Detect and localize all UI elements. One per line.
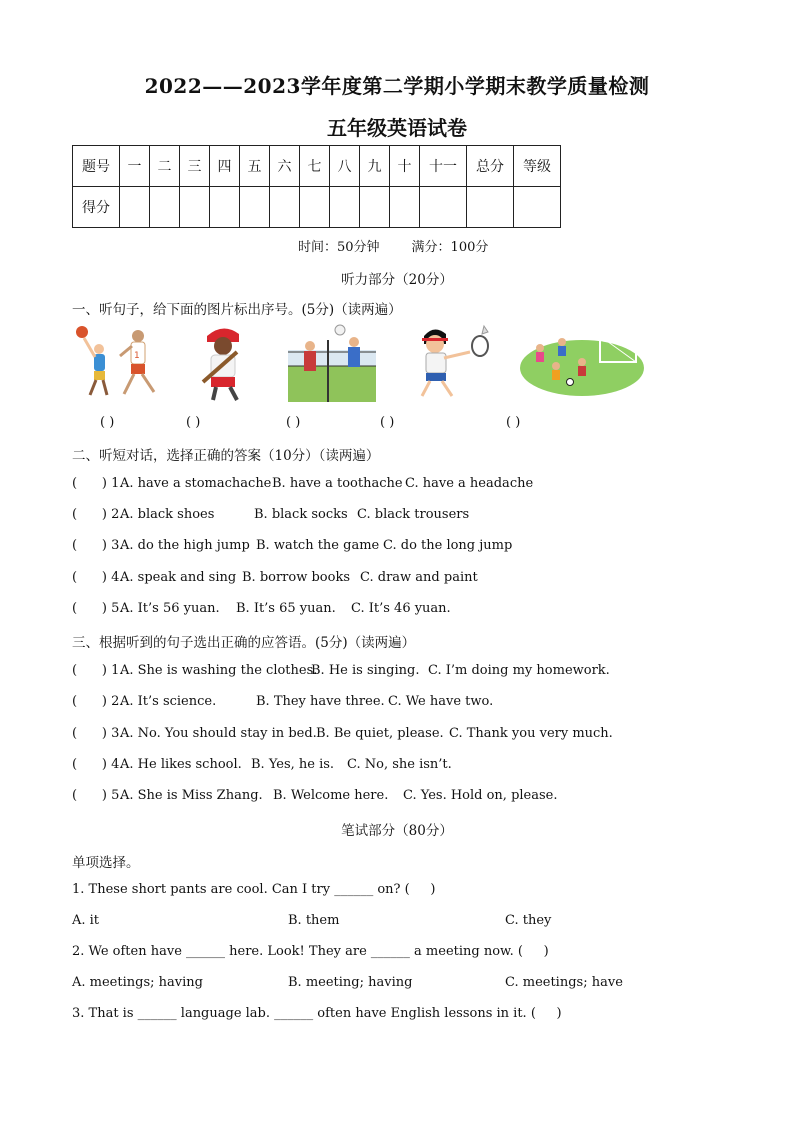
option-c: C. Yes. Hold on, please. bbox=[403, 788, 558, 803]
option-c: C. have a headache bbox=[405, 476, 534, 491]
score-cell: 五 bbox=[240, 146, 270, 187]
badminton-player-image bbox=[412, 322, 494, 402]
picture-answer-blank[interactable]: ( ) bbox=[506, 415, 521, 430]
picture-answer-blank[interactable]: ( ) bbox=[380, 415, 395, 430]
score-cell: 九 bbox=[360, 146, 390, 187]
question-number[interactable]: ( ) 2. bbox=[72, 507, 124, 522]
score-cell: 三 bbox=[180, 146, 210, 187]
score-cell: 二 bbox=[150, 146, 180, 187]
option-a: A. She is washing the clothes. bbox=[120, 663, 318, 678]
option-a[interactable]: A. meetings; having bbox=[72, 975, 203, 990]
option-b: B. Yes, he is. bbox=[251, 757, 335, 772]
option-b: B. He is singing. bbox=[311, 663, 420, 678]
score-cell: 四 bbox=[210, 146, 240, 187]
option-a: A. do the high jump bbox=[120, 538, 250, 553]
question-number[interactable]: ( ) 5. bbox=[72, 788, 124, 803]
listening-heading: 听力部分（20分） bbox=[341, 272, 453, 288]
part2-title: 二、听短对话，选择正确的答案（10分）（读两遍） bbox=[72, 448, 380, 464]
option-a: A. He likes school. bbox=[120, 757, 242, 772]
picture-answer-blank[interactable]: ( ) bbox=[286, 415, 301, 430]
question-number[interactable]: ( ) 3. bbox=[72, 726, 124, 741]
basketball-players-image bbox=[72, 322, 167, 402]
option-a: A. black shoes bbox=[120, 507, 215, 522]
score-table-score-row bbox=[73, 187, 561, 228]
option-b: B. borrow books bbox=[242, 570, 351, 585]
score-entry-cell[interactable] bbox=[240, 187, 270, 228]
score-cell: 题号 bbox=[73, 146, 120, 187]
score-cell: 七 bbox=[300, 146, 330, 187]
option-a: A. She is Miss Zhang. bbox=[120, 788, 263, 803]
question-stem: 2. We often have ______ here. Look! They are ______ a meeting now. ( ) bbox=[72, 944, 549, 959]
score-cell: 十 bbox=[390, 146, 420, 187]
score-cell: 十一 bbox=[420, 146, 467, 187]
question-number[interactable]: ( ) 1. bbox=[72, 663, 124, 678]
option-b: B. Be quiet, please. bbox=[316, 726, 444, 741]
question-number[interactable]: ( ) 4. bbox=[72, 570, 124, 585]
exam-subtitle: 五年级英语试卷 bbox=[327, 116, 467, 140]
option-b: B. have a toothache bbox=[272, 476, 403, 491]
kids-playing-football-image bbox=[520, 322, 644, 396]
score-entry-cell[interactable] bbox=[514, 187, 561, 228]
option-a: A. have a stomachache bbox=[120, 476, 272, 491]
score-cell: 一 bbox=[120, 146, 150, 187]
softball-batter-image bbox=[193, 322, 255, 404]
option-c: C. We have two. bbox=[388, 694, 494, 709]
question-number[interactable]: ( ) 4. bbox=[72, 757, 124, 772]
option-c[interactable]: C. they bbox=[505, 913, 552, 928]
score-row-label: 得分 bbox=[73, 187, 120, 228]
option-b: B. Welcome here. bbox=[273, 788, 389, 803]
exam-info bbox=[298, 236, 488, 255]
exam-full-score: 满分：100分 bbox=[411, 240, 489, 255]
option-a[interactable]: A. it bbox=[72, 913, 100, 928]
option-c: C. I’m doing my homework. bbox=[428, 663, 610, 678]
score-cell: 总分 bbox=[467, 146, 514, 187]
score-cell: 等级 bbox=[514, 146, 561, 187]
score-entry-cell[interactable] bbox=[390, 187, 420, 228]
score-entry-cell[interactable] bbox=[467, 187, 514, 228]
score-table bbox=[72, 145, 561, 228]
score-entry-cell[interactable] bbox=[330, 187, 360, 228]
option-c[interactable]: C. meetings; have bbox=[505, 975, 623, 990]
part3-title: 三、根据听到的句子选出正确的应答语。(5分)（读两遍） bbox=[72, 635, 416, 651]
question-number[interactable]: ( ) 3. bbox=[72, 538, 124, 553]
picture-answer-blank[interactable]: ( ) bbox=[100, 415, 115, 430]
option-b: B. black socks bbox=[254, 507, 348, 522]
score-entry-cell[interactable] bbox=[270, 187, 300, 228]
option-c: C. Thank you very much. bbox=[449, 726, 613, 741]
option-a: A. It’s 56 yuan. bbox=[120, 601, 220, 616]
option-b[interactable]: B. them bbox=[288, 913, 340, 928]
option-b: B. watch the game bbox=[256, 538, 380, 553]
score-entry-cell[interactable] bbox=[150, 187, 180, 228]
option-b: B. It’s 65 yuan. bbox=[236, 601, 336, 616]
writing-heading: 笔试部分（80分） bbox=[341, 823, 453, 839]
option-b[interactable]: B. meeting; having bbox=[288, 975, 413, 990]
svg-text:1: 1 bbox=[134, 351, 140, 361]
question-stem: 1. These short pants are cool. Can I try ______ on? ( ) bbox=[72, 882, 436, 897]
option-c: C. It’s 46 yuan. bbox=[351, 601, 451, 616]
question-number[interactable]: ( ) 1. bbox=[72, 476, 124, 491]
single-choice-title: 单项选择。 bbox=[72, 855, 140, 871]
option-c: C. No, she isn’t. bbox=[347, 757, 452, 772]
question-number[interactable]: ( ) 5. bbox=[72, 601, 124, 616]
score-entry-cell[interactable] bbox=[420, 187, 467, 228]
score-entry-cell[interactable] bbox=[180, 187, 210, 228]
picture-answer-blank[interactable]: ( ) bbox=[186, 415, 201, 430]
option-c: C. do the long jump bbox=[383, 538, 513, 553]
option-a: A. It’s science. bbox=[120, 694, 217, 709]
question-stem: 3. That is ______ language lab. ______ often have English lessons in it. ( ) bbox=[72, 1006, 562, 1021]
score-entry-cell[interactable] bbox=[210, 187, 240, 228]
question-number[interactable]: ( ) 2. bbox=[72, 694, 124, 709]
score-table-header-row bbox=[73, 146, 561, 187]
option-b: B. They have three. bbox=[256, 694, 385, 709]
score-entry-cell[interactable] bbox=[300, 187, 330, 228]
score-entry-cell[interactable] bbox=[360, 187, 390, 228]
exam-title: 2022——2023学年度第二学期小学期末教学质量检测 bbox=[144, 74, 650, 98]
score-entry-cell[interactable] bbox=[120, 187, 150, 228]
option-a: A. No. You should stay in bed. bbox=[120, 726, 317, 741]
option-c: C. black trousers bbox=[357, 507, 470, 522]
option-a: A. speak and sing bbox=[120, 570, 237, 585]
option-c: C. draw and paint bbox=[360, 570, 478, 585]
score-cell: 六 bbox=[270, 146, 300, 187]
part1-title: 一、听句子，给下面的图片标出序号。(5分)（读两遍） bbox=[72, 302, 402, 318]
exam-time: 时间：50分钟 bbox=[298, 240, 380, 255]
score-cell: 八 bbox=[330, 146, 360, 187]
volleyball-players-image bbox=[288, 322, 376, 402]
